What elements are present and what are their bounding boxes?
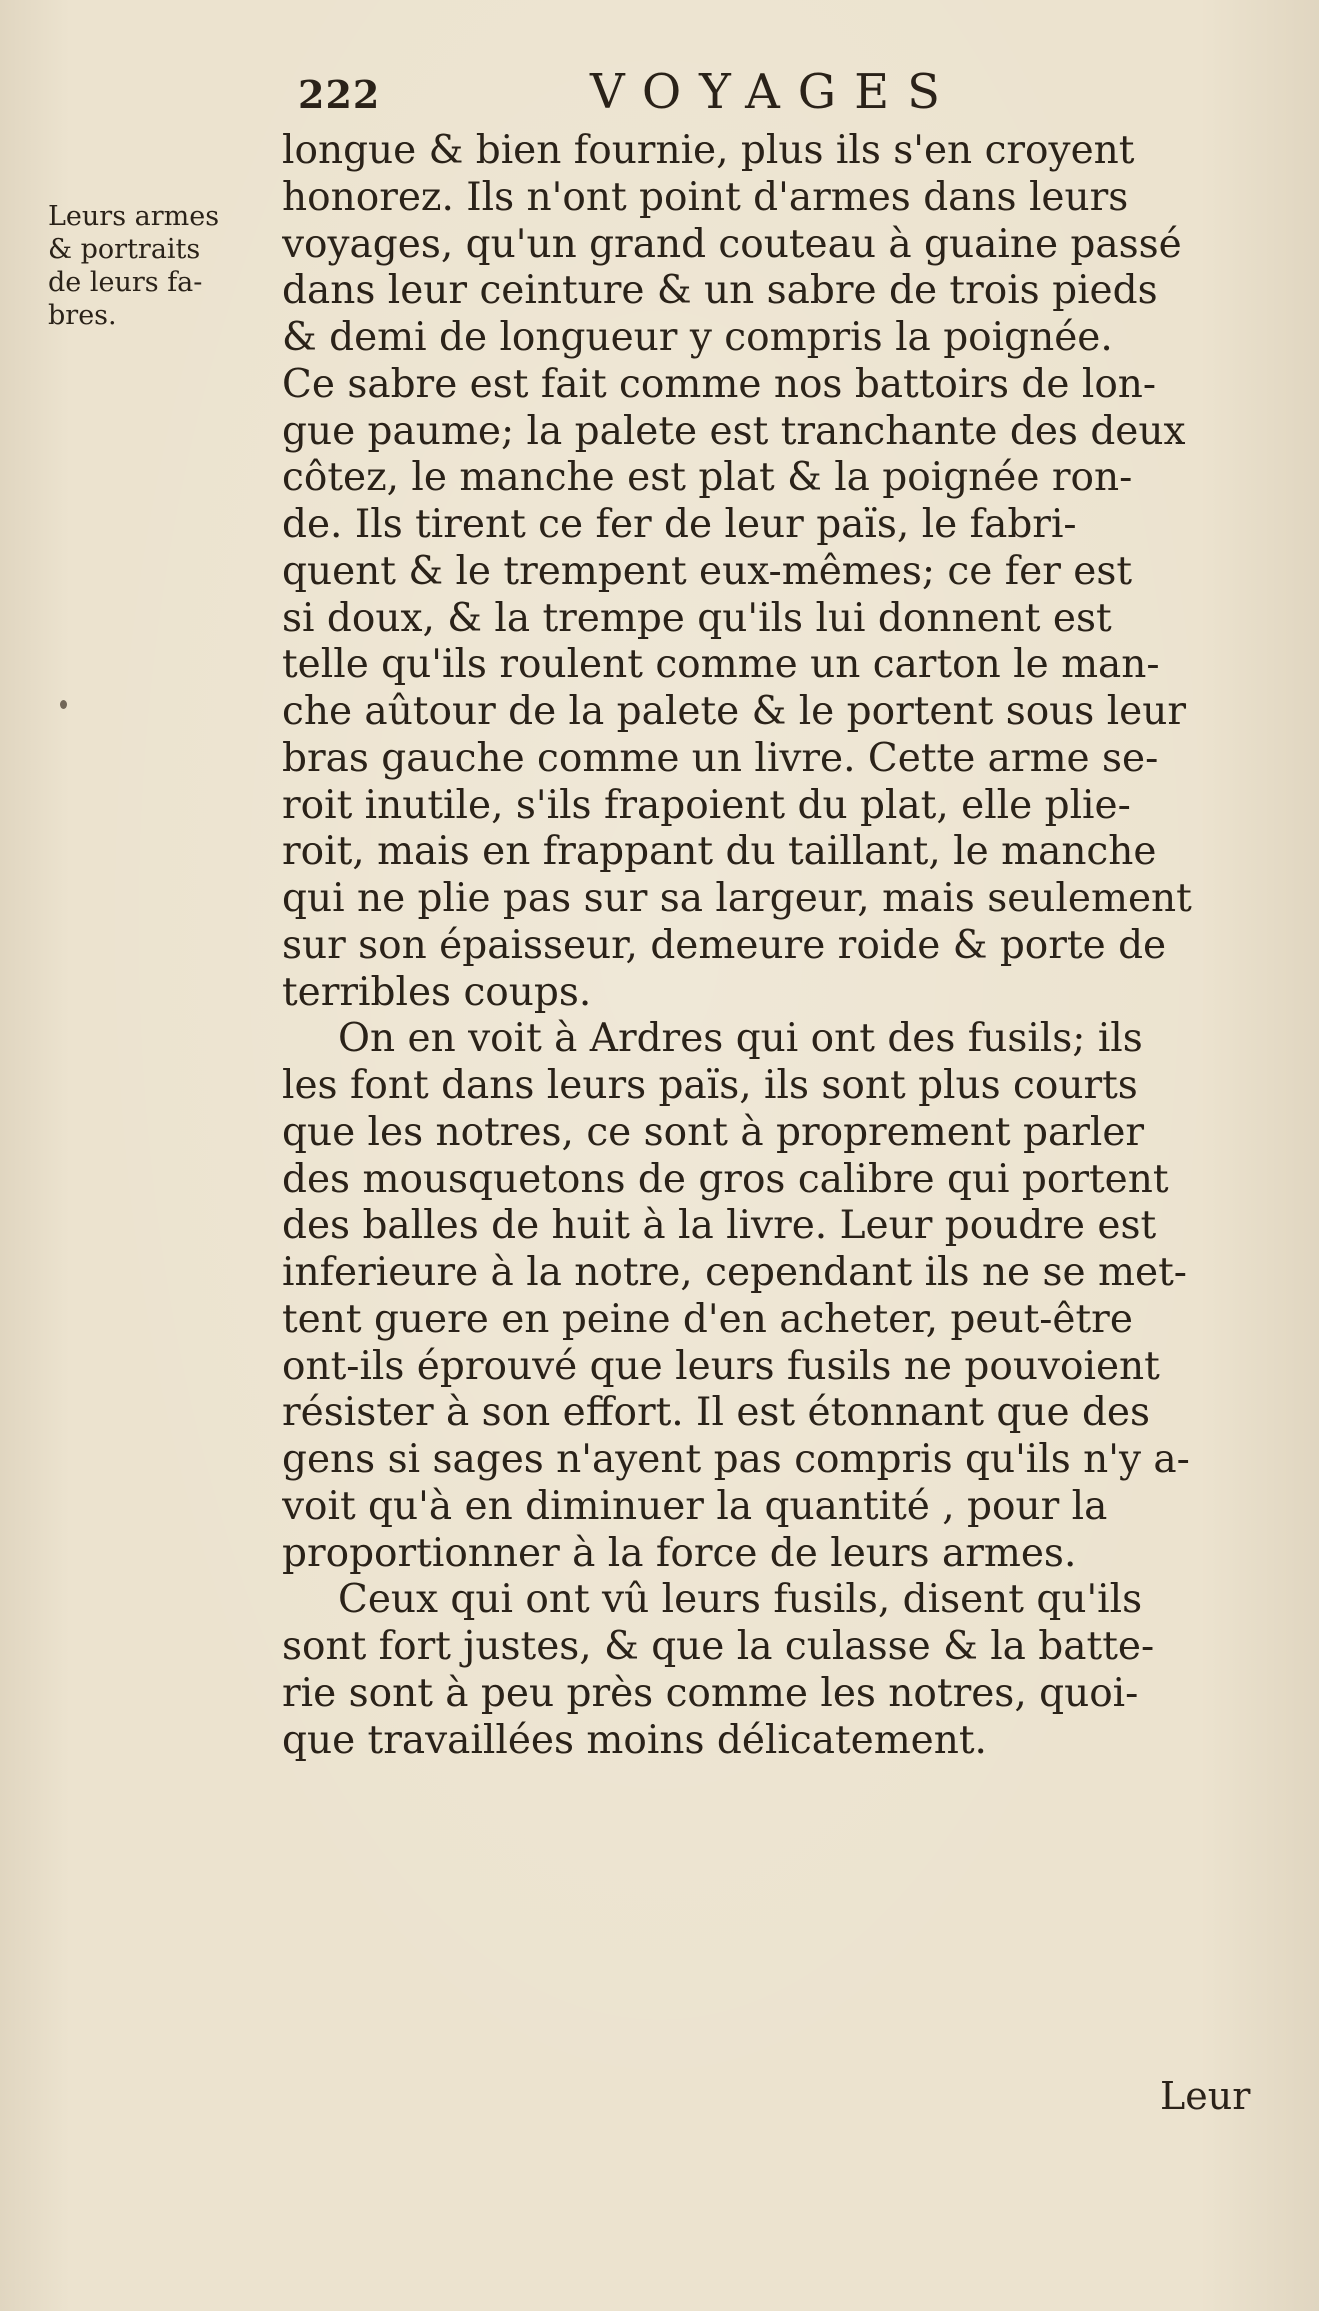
- text-line: des balles de huit à la livre. Leur poudre est: [282, 1203, 1157, 1249]
- page-header: [290, 64, 1050, 120]
- text-line: telle qu'ils roulent comme un carton le man-: [282, 642, 1160, 688]
- text-line: que les notres, ce sont à proprement parler: [282, 1109, 1145, 1155]
- text-line: terribles coups.: [282, 969, 592, 1015]
- text-line: honorez. Ils n'ont point d'armes dans leurs: [282, 174, 1129, 220]
- text-line: proportionner à la force de leurs armes.: [282, 1530, 1077, 1576]
- text-line: voyages, qu'un grand couteau à guaine passé: [282, 221, 1182, 267]
- margin-note-line: & portraits: [48, 234, 201, 265]
- text-line: quent & le trempent eux-mêmes; ce fer est: [282, 548, 1133, 594]
- paragraph-start-line: On en voit à Ardres qui ont des fusils; ils: [338, 1016, 1143, 1062]
- paragraph-start-line: Ceux qui ont vû leurs fusils, disent qu'ils: [338, 1577, 1143, 1623]
- page-number: 222: [298, 72, 381, 117]
- text-line: côtez, le manche est plat & la poignée ron-: [282, 455, 1133, 501]
- margin-note-line: Leurs armes: [48, 201, 220, 232]
- catchword: Leur: [1160, 2074, 1251, 2118]
- margin-note: [48, 200, 278, 332]
- body-text: [282, 128, 1292, 1764]
- text-line: ont-ils éprouvé que leurs fusils ne pouvoient: [282, 1343, 1160, 1389]
- text-line: tent guere en peine d'en acheter, peut-être: [282, 1296, 1133, 1342]
- text-line: résister à son effort. Il est étonnant que des: [282, 1390, 1151, 1436]
- text-line: des mousquetons de gros calibre qui portent: [282, 1156, 1169, 1202]
- text-line: bras gauche comme un livre. Cette arme se-: [282, 735, 1159, 781]
- text-line: si doux, & la trempe qu'ils lui donnent est: [282, 595, 1112, 641]
- text-line: sont fort justes, & que la culasse & la batte-: [282, 1624, 1155, 1669]
- margin-note-line: bres.: [48, 300, 117, 331]
- text-line: voit qu'à en diminuer la quantité , pour la: [282, 1483, 1108, 1529]
- text-line: rie sont à peu près comme les notres, quoi-: [282, 1670, 1139, 1716]
- text-line: qui ne plie pas sur sa largeur, mais seulement: [282, 876, 1192, 921]
- text-line: roit inutile, s'ils frapoient du plat, elle plie-: [282, 782, 1131, 828]
- text-line: roit, mais en frappant du taillant, le manche: [282, 829, 1157, 875]
- text-line: dans leur ceinture & un sabre de trois pieds: [282, 268, 1158, 314]
- text-line: che aûtour de la palete & le portent sous leur: [282, 689, 1187, 734]
- text-line: de. Ils tirent ce fer de leur païs, le fabri-: [282, 502, 1077, 547]
- running-title: VOYAGES: [590, 64, 959, 120]
- margin-note-line: de leurs fa-: [48, 267, 203, 298]
- text-line: longue & bien fournie, plus ils s'en croyent: [282, 128, 1135, 173]
- text-line: inferieure à la notre, cependant ils ne se met-: [282, 1250, 1187, 1295]
- text-line: & demi de longueur y compris la poignée.: [282, 315, 1113, 360]
- text-line: Ce sabre est fait comme nos battoirs de lon-: [282, 361, 1157, 407]
- text-line: gens si sages n'ayent pas compris qu'ils n'y a-: [282, 1437, 1190, 1482]
- text-line: les font dans leurs païs, ils sont plus courts: [282, 1063, 1138, 1108]
- text-line: sur son épaisseur, demeure roide & porte de: [282, 922, 1167, 968]
- ink-speck: [60, 700, 67, 709]
- text-line: que travaillées moins délicatement.: [282, 1717, 987, 1763]
- text-line: gue paume; la palete est tranchante des deux: [282, 408, 1186, 454]
